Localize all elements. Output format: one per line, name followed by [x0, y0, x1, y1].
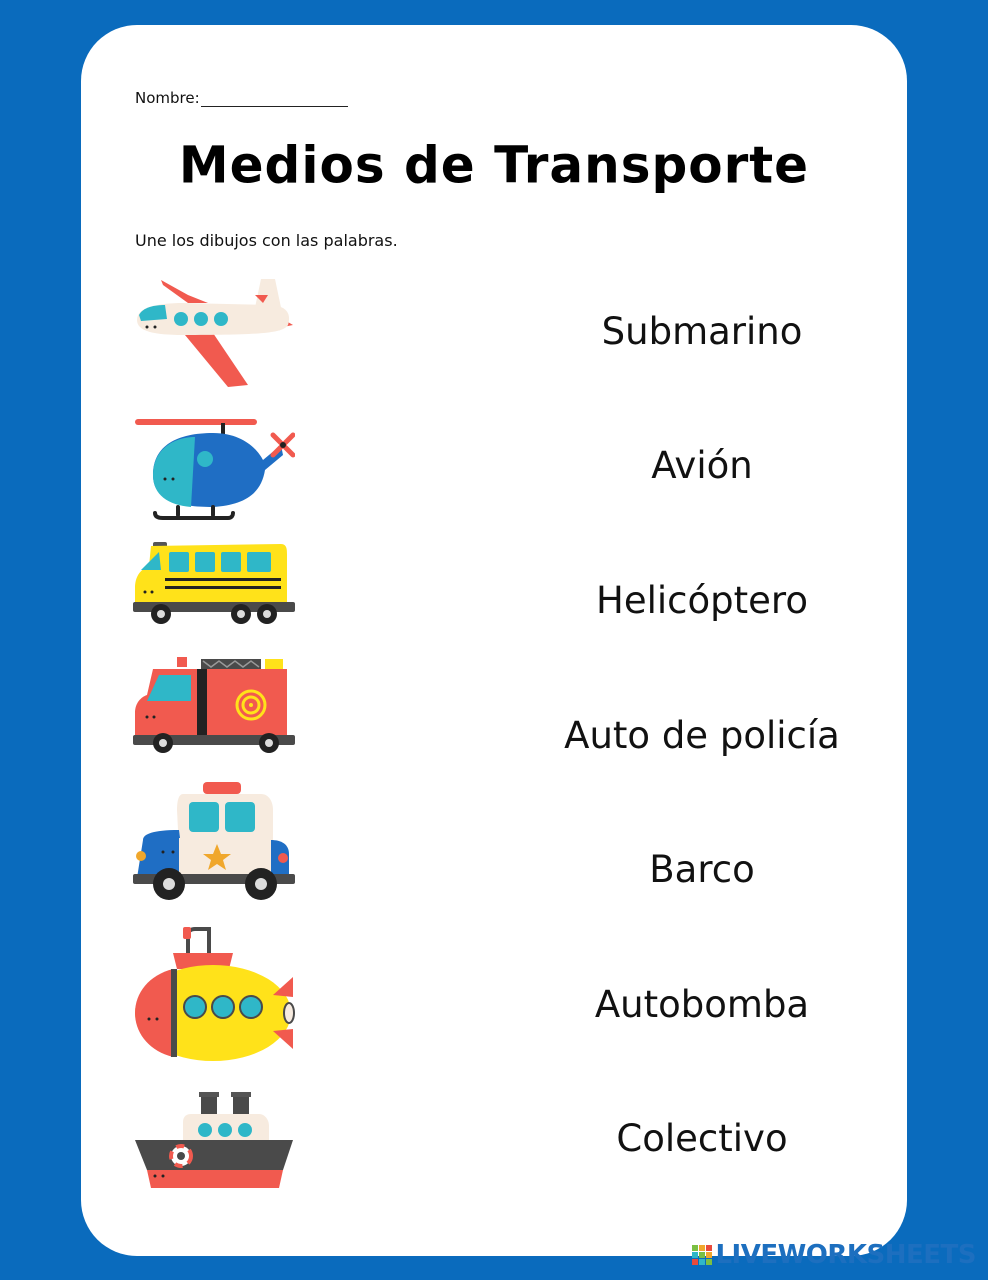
police-car-icon[interactable] — [133, 780, 295, 902]
word-autobomba[interactable]: Autobomba — [594, 983, 810, 1026]
word-helicoptero[interactable]: Helicóptero — [596, 579, 808, 622]
page-title: Medios de Transporte — [178, 135, 810, 195]
liveworksheets-brand — [691, 1240, 976, 1270]
liveworksheets-logo-icon — [691, 1244, 713, 1266]
fire-truck-icon[interactable] — [133, 655, 295, 755]
name-blank-line[interactable] — [201, 92, 348, 107]
word-avion[interactable]: Avión — [651, 444, 753, 487]
name-field — [135, 89, 348, 107]
airplane-icon[interactable] — [133, 275, 295, 390]
name-label: Nombre: — [135, 89, 200, 107]
submarine-icon[interactable] — [133, 925, 295, 1065]
ship-icon[interactable] — [133, 1090, 295, 1192]
word-colectivo[interactable]: Colectivo — [616, 1117, 788, 1160]
helicopter-icon[interactable] — [133, 415, 295, 520]
instruction-text: Une los dibujos con las palabras. — [135, 231, 398, 250]
brand-text: LIVEWORKSHEETS — [715, 1240, 976, 1270]
word-submarino[interactable]: Submarino — [601, 310, 803, 353]
school-bus-icon[interactable] — [133, 540, 295, 630]
word-auto-de-policia[interactable]: Auto de policía — [564, 714, 840, 757]
word-barco[interactable]: Barco — [649, 848, 755, 891]
worksheet-card — [81, 25, 907, 1256]
